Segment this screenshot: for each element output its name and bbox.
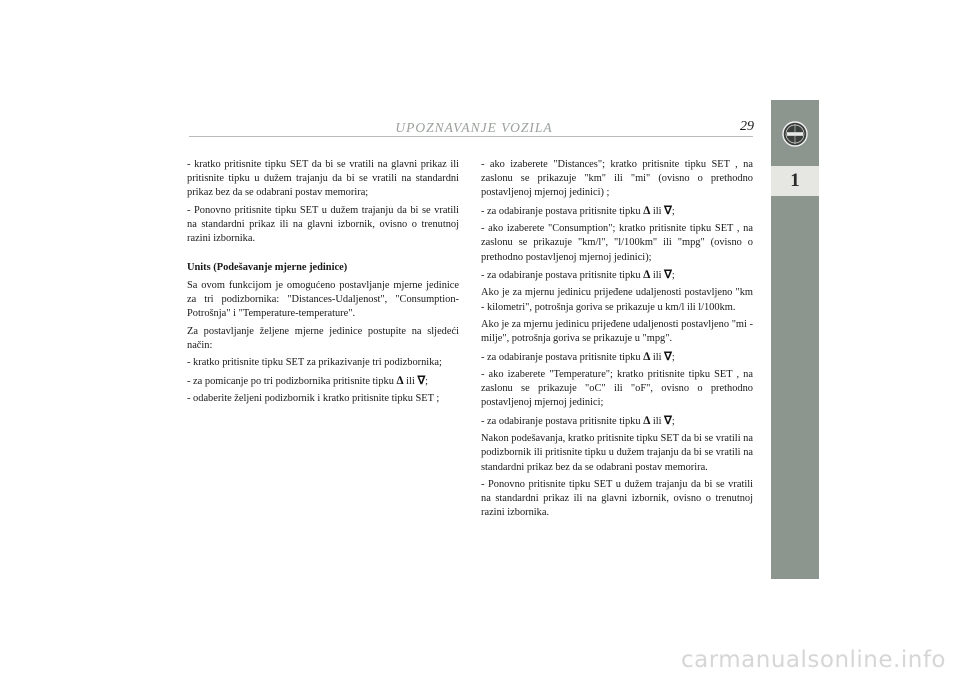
or-word: ili — [652, 205, 662, 217]
chapter-number: 1 — [790, 170, 800, 191]
punctuation: ; — [671, 205, 675, 217]
paragraph: - Ponovno pritisnite tipku SET u dužem trajanju da bi se vratili na standardni prikaz ili na glavni izbornik, ovisno o trenutnoj razini izbornika. — [481, 478, 753, 519]
or-word: ili — [652, 351, 662, 363]
up-arrow-icon: ∆ — [643, 414, 651, 427]
punctuation: ; — [671, 351, 675, 363]
down-arrow-icon: ∇ — [664, 204, 672, 217]
paragraph: Ako je za mjernu jedinicu prijeđene udaljenosti postavljeno "mi - milje", potrošnja goriva se prikazuje u "mpg". — [481, 318, 753, 345]
paragraph: - ako izaberete "Temperature"; kratko pritisnite tipku SET , na zaslonu se prikazuje "oC" ili "oF", ovisno o prethodno postavljenoj mjernoj jedinici; — [481, 368, 753, 409]
paragraph: Nakon podešavanja, kratko pritisnite tipku SET da bi se vratili na podizbornik ili pritisnite tipku u dužem trajanju da bi se vratili na standardni prikaz bez da se odabrani postav memorira. — [481, 433, 753, 473]
down-arrow-icon: ∇ — [664, 350, 672, 363]
up-arrow-icon: ∆ — [643, 350, 651, 363]
paragraph-text: - za pomicanje po tri podizbornika pritisnite tipku — [187, 375, 394, 387]
left-text-column — [187, 158, 459, 409]
paragraph-text: - za odabiranje postava pritisnite tipku — [481, 351, 641, 363]
down-arrow-icon: ∇ — [664, 268, 672, 281]
paragraph: - kratko pritisnite tipku SET da bi se vratili na glavni prikaz ili pritisnite tipku u dužem trajanju da bi se vratili na standardni prikaz bez da se odabrani postav memorira; — [187, 159, 459, 199]
paragraph: - Ponovno pritisnite tipku SET u dužem trajanju da bi se vratili na standardni prikaz ili na glavni izbornik, ovisno o trenutnoj razini izbornika. — [187, 204, 459, 245]
or-word: ili — [652, 415, 662, 427]
up-arrow-icon: ∆ — [643, 268, 651, 281]
paragraph: - ako izaberete "Distances"; kratko pritisnite tipku SET , na zaslonu se prikazuje "km" ili "mi" (ovisno o prethodno postavljenoj mjernoj jedinici) ; — [481, 159, 753, 199]
punctuation: ; — [671, 269, 675, 281]
punctuation: ; — [671, 415, 675, 427]
down-arrow-icon: ∇ — [417, 374, 426, 387]
paragraph — [481, 268, 753, 283]
page-number: 29 — [740, 119, 754, 134]
paragraph-text: - za odabiranje postava pritisnite tipku — [481, 269, 641, 281]
chapter-indicator — [771, 166, 819, 196]
paragraph-text: - za odabiranje postava pritisnite tipku — [481, 205, 641, 217]
watermark: carmanualsonline.info — [680, 647, 946, 673]
section-heading: Units (Podešavanje mjerne jedinice) — [187, 262, 348, 274]
header-divider — [189, 136, 753, 137]
paragraph-text: - za odabiranje postava pritisnite tipku — [481, 415, 641, 427]
up-arrow-icon: ∆ — [643, 204, 651, 217]
or-word: ili — [406, 375, 415, 387]
page-header-title: UPOZNAVANJE VOZILA — [395, 120, 553, 135]
paragraph — [481, 414, 753, 429]
paragraph — [481, 350, 753, 365]
up-arrow-icon: ∆ — [396, 374, 404, 387]
paragraph: - ako izaberete "Consumption"; kratko pritisnite tipku SET , na zaslonu se prikazuje "km/l", "l/100km" ili "mpg" (ovisno o prethodno postavljenoj mjernoj jedinici); — [481, 223, 753, 263]
or-word: ili — [652, 269, 662, 281]
paragraph — [481, 204, 753, 219]
paragraph: Sa ovom funkcijom je omogućeno postavljanje mjerne jedinice za tri podizbornika: "Distances-Udaljenost", "Consumption-Potrošnja" i "Temperature-temperature". — [187, 279, 459, 320]
paragraph: Ako je za mjernu jedinicu prijeđene udaljenosti postavljeno "km - kilometri", potrošnja goriva se prikazuje u km/l ili l/100km. — [481, 287, 753, 313]
right-text-column — [481, 158, 753, 524]
paragraph: - odaberite željeni podizbornik i kratko pritisnite tipku SET ; — [187, 392, 440, 404]
lancia-logo-icon — [782, 121, 808, 147]
punctuation: ; — [425, 375, 429, 387]
paragraph: - kratko pritisnite tipku SET za prikazivanje tri podizbornika; — [187, 357, 442, 369]
paragraph: Za postavljanje željene mjerne jedinice postupite na sljedeći način: — [187, 325, 459, 351]
down-arrow-icon: ∇ — [664, 414, 672, 427]
paragraph — [187, 374, 459, 389]
